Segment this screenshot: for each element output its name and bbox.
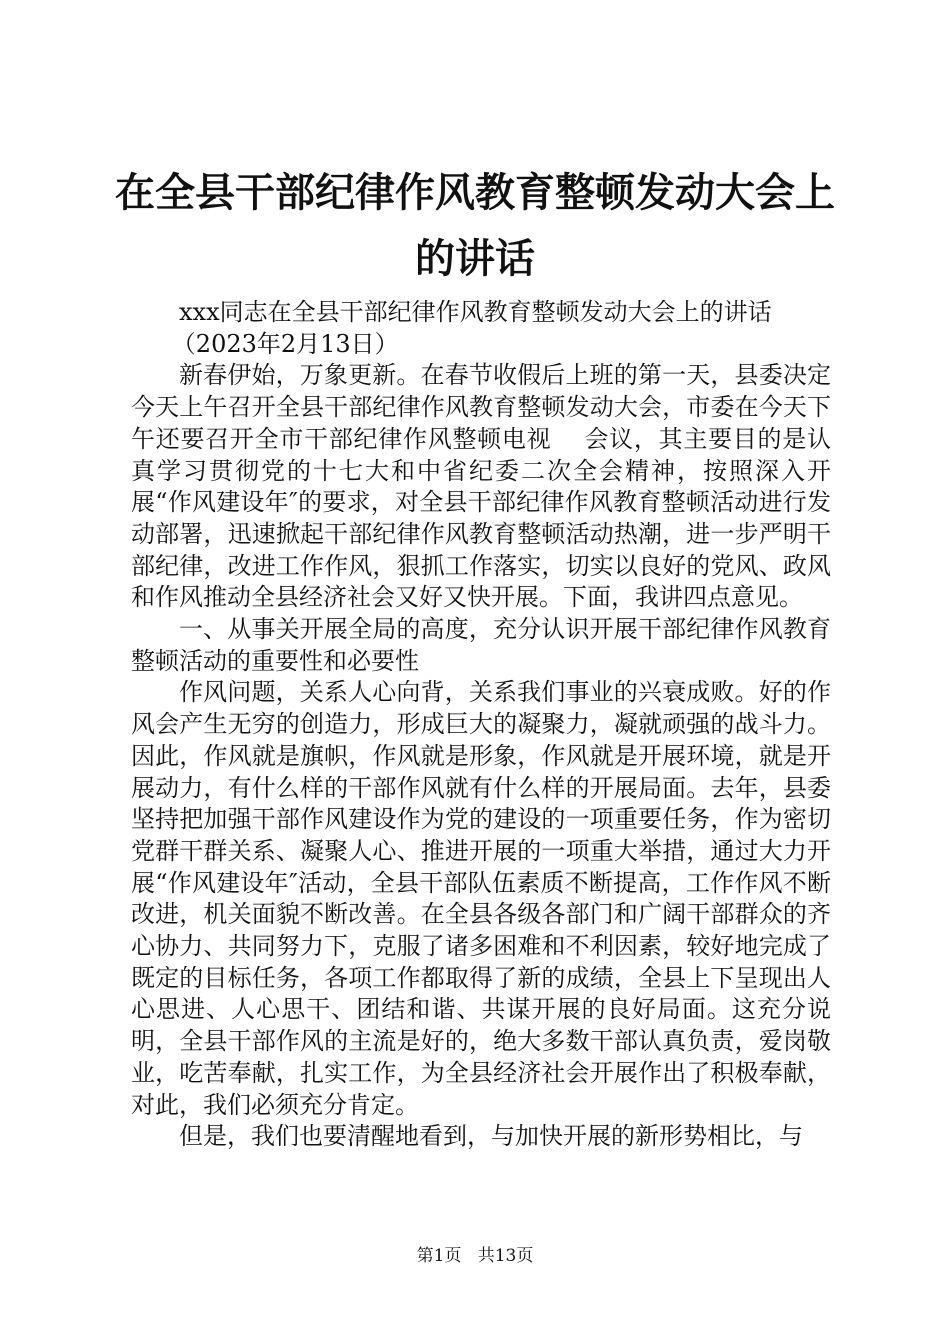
section-heading: 一、从事关开展全局的高度，充分认识开展干部纪律作风教育整顿活动的重要性和必要性 xyxy=(131,615,831,675)
body-paragraph: 作风问题，关系人心向背，关系我们事业的兴衰成败。好的作风会产生无穷的创造力，形成巨大的凝聚力，凝就顽强的战斗力。因此，作风就是旗帜，作风就是形象，作风就是开展环境，就是开展动力，有什么样的干部作风就有什么样的开展局面。去年，县委坚持把加强干部作风建设作为党的建设的一项重要任务，作为密切党群干群关系、凝聚人心、推进开展的一项重大举措，通过大力开展“作风建设年″活动，全县干部队伍素质不断提高，工作作风不断改进，机关面貌不断改善。在全县各级各部门和广阔干部群众的齐心协力、共同努力下，克服了诸多困难和不利因素，较好地完成了既定的目标任务，各项工作都取得了新的成绩，全县上下呈现出人心思进、人心思干、团结和谐、共谋开展的良好局面。这充分说明，全县干部作风的主流是好的，绝大多数干部认真负责，爱岗敬业，吃苦奉献，扎实工作，为全县经济社会开展作出了积极奉献，对此，我们必须充分肯定。 xyxy=(131,678,831,1119)
document-title: 在全县干部纪律作风教育整顿发动大会上的讲话 xyxy=(115,169,835,282)
speech-date: （2023年2月13日） xyxy=(171,329,399,358)
body-paragraph: 新春伊始，万象更新。在春节收假后上班的第一天，县委决定今天上午召开全县干部纪律作风教育整顿发动大会，市委在今天下午还要召开全市干部纪律作风整顿电视 会议，其主要目的是认真学习贯彻党的十七大和中省纪委二次全会精神，按照深入开展“作风建设年″的要求，对全县干部纪律作风教育整顿活动进行发动部署，迅速掀起干部纪律作风教育整顿活动热潮，进一步严明干部纪律，改进工作作风，狠抓工作落实，切实以良好的党风、政风和作风推动全县经济社会又好又快开展。下面，我讲四点意见。 xyxy=(131,361,831,612)
page-footer xyxy=(0,1244,950,1268)
body-paragraph: 但是，我们也要清醒地看到，与加快开展的新形势相比，与 xyxy=(179,1122,803,1151)
page-total: 共13页 xyxy=(477,1246,534,1266)
document-body xyxy=(131,297,831,1153)
page-number: 第1页 xyxy=(416,1246,462,1266)
speech-subtitle: xxx同志在全县干部纪律作风教育整顿发动大会上的讲话 xyxy=(179,298,772,326)
